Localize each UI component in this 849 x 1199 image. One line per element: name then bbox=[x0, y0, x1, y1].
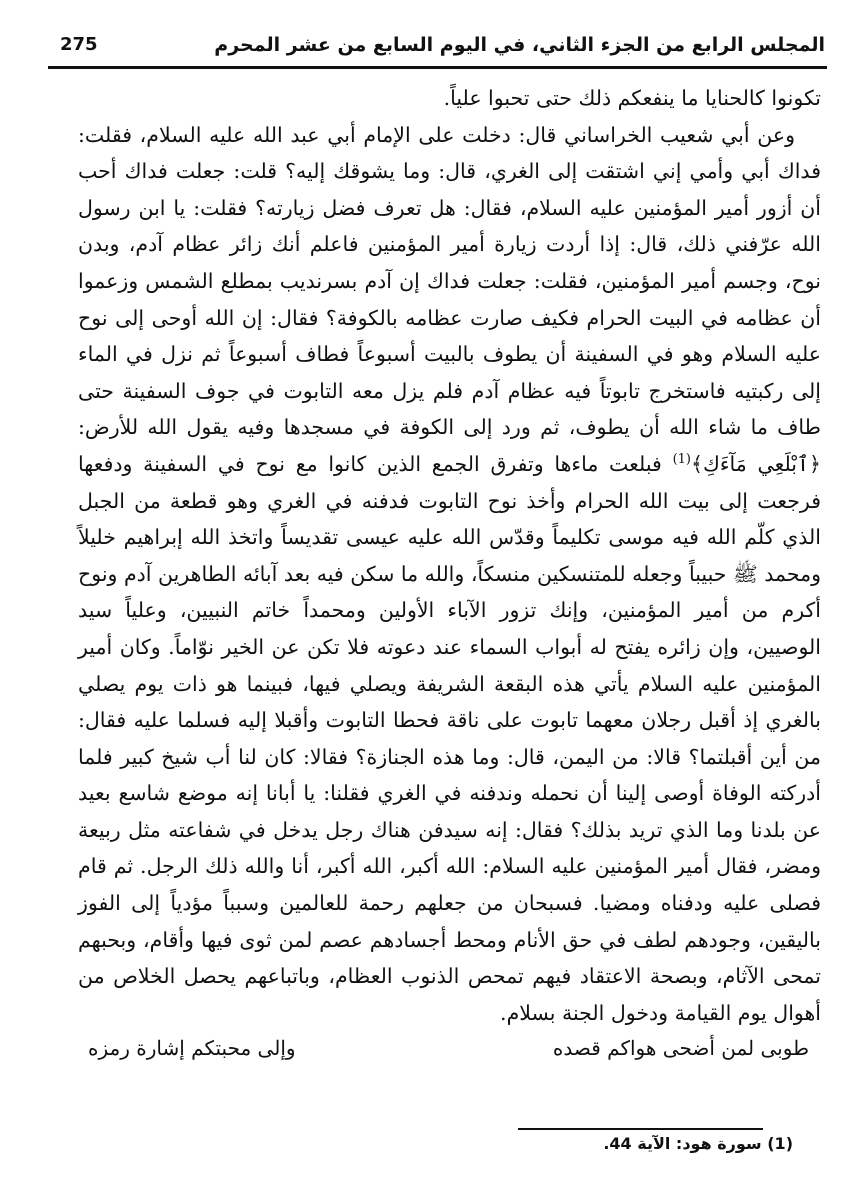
page-number: 275 bbox=[60, 34, 98, 55]
footnote-marker: (1) bbox=[767, 1134, 793, 1153]
paragraph-1: تكونوا كالحنايا ما ينفعكم ذلك حتى تحبوا علياً. bbox=[443, 86, 821, 110]
paragraph-2-part-1: وعن أبي شعيب الخراساني قال: دخلت على الإمام أبي عبد الله عليه السلام، فقلت: فداك أبي وأمي إني اشتقت إلى الغري، قال: وما يشوقك إليه؟ قلت: جعلت فداك أحب أن أزور أمير المؤمنين عليه السلام، فقال: هل تعرف فضل زيارته؟ فقلت: يا ابن رسول الله عرّفني ذلك، قال: إذا أردت زيارة أمير المؤمنين فاعلم أنك زائر عظام آدم، وبدن نوح، وجسم أمير المؤمنين، فقلت: جعلت فداك إن آدم بسرنديب بمطلع الشمس وزعموا أن عظامه في البيت الحرام فكيف صارت عظامه بالكوفة؟ فقال: إن الله أوحى إلى نوح عليه السلام وهو في السفينة أن يطوف بالبيت أسبوعاً فطاف أسبوعاً ثم نزل في الماء إلى ركبتيه فاستخرج تابوتاً فيه عظام آدم فلم يزل معه التابوت في جوف السفينة حتى طاف ما شاء الله أن يطوف، ثم ورد إلى الكوفة في مسجدها وفيه يقول الله للأرض: ﴿ٱبْلَعِي مَآءَكِ﴾ bbox=[78, 122, 822, 476]
footnote-reference[interactable]: (1) bbox=[672, 452, 691, 468]
header-title: المجلس الرابع من الجزء الثاني، في اليوم السابع من عشر المحرم bbox=[214, 34, 825, 56]
footnote bbox=[603, 1134, 793, 1153]
verse-hemistich-left: وإلى محبتكم إشارة رمزه bbox=[88, 1036, 296, 1060]
poetry-verse bbox=[78, 1036, 821, 1072]
running-header bbox=[60, 28, 825, 64]
footnote-text: سورة هود: الآية 44. bbox=[603, 1134, 762, 1153]
footnote-rule bbox=[518, 1128, 763, 1130]
verse-hemistich-right: طوبى لمن أضحى هواكم قصده bbox=[552, 1036, 809, 1060]
header-rule bbox=[48, 66, 827, 69]
paragraph-2 bbox=[78, 117, 821, 1032]
main-text bbox=[78, 80, 821, 1031]
paragraph-2-part-2: فبلعت ماءها وتفرق الجمع الذين كانوا مع نوح في السفينة ودفعها فرجعت إلى بيت الله الحرام وأخذ نوح التابوت فدفنه في الغري وهو قطعة من الجبل الذي كلّم الله فيه موسى تكليماً وقدّس الله عليه عيسى تقديساً واتخذ الله إبراهيم خليلاً ومحمد ﷺ حبيباً وجعله للمتنسكين منسكاً، والله ما سكن فيه بعد آبائه الطاهرين آدم ونوح أكرم من أمير المؤمنين، وإنك تزور الآباء الأولين ومحمداً خاتم النبيين، وعلياً سيد الوصيين، وإن زائره يفتح له أبواب السماء عند دعوته فلا تكن عن الخير نوّاماً. وكان أمير المؤمنين عليه السلام يأتي هذه البقعة الشريفة ويصلي فيها، فبينما هو ذات يوم يصلي بالغري إذ أقبل رجلان معهما تابوت على ناقة فحطا التابوت وأقبلا إليه فسلما عليه فقال: من أين أقبلتما؟ قالا: من اليمن، قال: وما هذه الجنازة؟ فقالا: كان لنا أب شيخ كبير فلما أدركته الوفاة أوصى إلينا أن نحمله وندفنه في الغري فقلنا: يا أبانا إنه موضع شاسع بعيد عن بلدنا وما الذي تريد بذلك؟ فقال: إنه سيدفن هناك رجل يدخل في شفاعته مثل ربيعة ومضر، فقال أمير المؤمنين عليه السلام: الله أكبر، الله أكبر، أنا والله ذلك الرجل. ثم قام فصلى عليه ودفناه ومضيا. فسبحان من جعلهم رحمة للعالمين وسبباً مؤدياً إلى الفوز باليقين، وجودهم لطف في حق الأنام ومحط أجسادهم عصم لمن ثوى فيها وأقام، وبحبهم تمحى الآثام، وبصحة الاعتقاد فيهم تمحص الذنوب العظام، وباتباعهم يحصل الخلاص من أهوال يوم القيامة ودخول الجنة بسلام. bbox=[78, 451, 821, 1025]
